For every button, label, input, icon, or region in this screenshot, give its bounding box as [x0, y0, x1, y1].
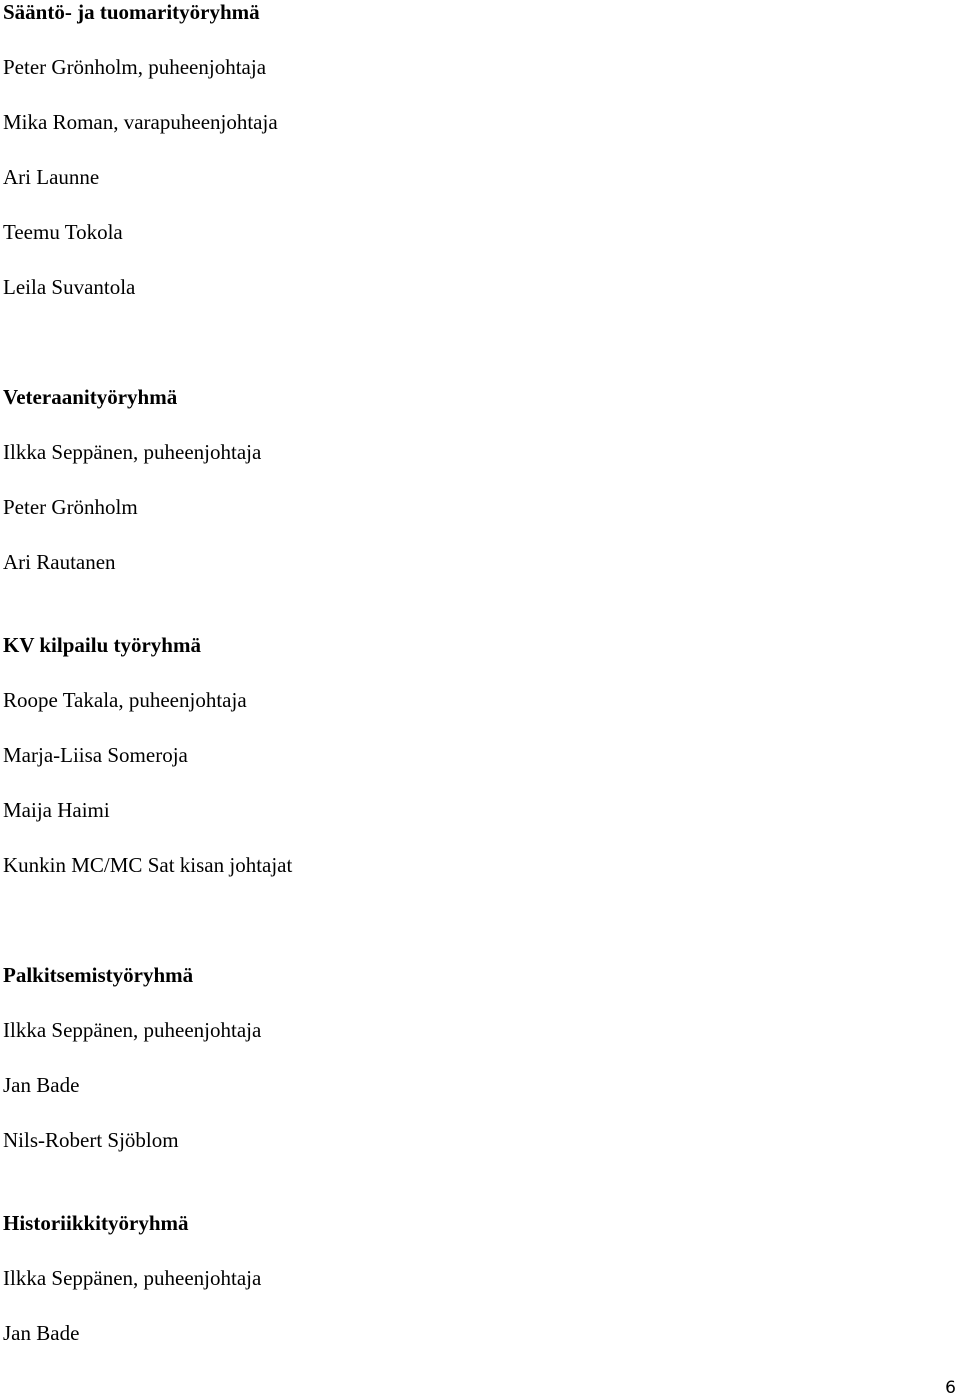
member-line: Nils-Robert Sjöblom	[3, 1128, 179, 1152]
member-line: Ilkka Seppänen, puheenjohtaja	[3, 1266, 262, 1290]
member-line: Ari Rautanen	[3, 550, 116, 574]
member-line: Ilkka Seppänen, puheenjohtaja	[3, 1018, 262, 1042]
section-heading-saanto-tuomarityoryhma: Sääntö- ja tuomarityöryhmä	[3, 0, 260, 24]
section-heading-palkitsemistyoryhma: Palkitsemistyöryhmä	[3, 963, 194, 987]
member-line: Ari Launne	[3, 165, 100, 189]
member-line: Peter Grönholm, puheenjohtaja	[3, 55, 267, 79]
member-line: Jan Bade	[3, 1073, 80, 1097]
member-line: Kunkin MC/MC Sat kisan johtajat	[3, 853, 293, 877]
section-heading-historiikkityoryhma: Historiikkityöryhmä	[3, 1211, 189, 1235]
member-line: Jan Bade	[3, 1321, 80, 1345]
member-line: Roope Takala, puheenjohtaja	[3, 688, 247, 712]
member-line: Marja-Liisa Someroja	[3, 743, 188, 767]
page-number: 6	[945, 1378, 956, 1398]
member-line: Teemu Tokola	[3, 220, 123, 244]
member-line: Ilkka Seppänen, puheenjohtaja	[3, 440, 262, 464]
section-heading-veteraanityoryhma: Veteraanityöryhmä	[3, 385, 178, 409]
member-line: Peter Grönholm	[3, 495, 138, 519]
member-line: Maija Haimi	[3, 798, 110, 822]
section-heading-kv-kilpailu-tyoryhma: KV kilpailu työryhmä	[3, 633, 201, 657]
member-line: Leila Suvantola	[3, 275, 136, 299]
member-line: Mika Roman, varapuheenjohtaja	[3, 110, 278, 134]
